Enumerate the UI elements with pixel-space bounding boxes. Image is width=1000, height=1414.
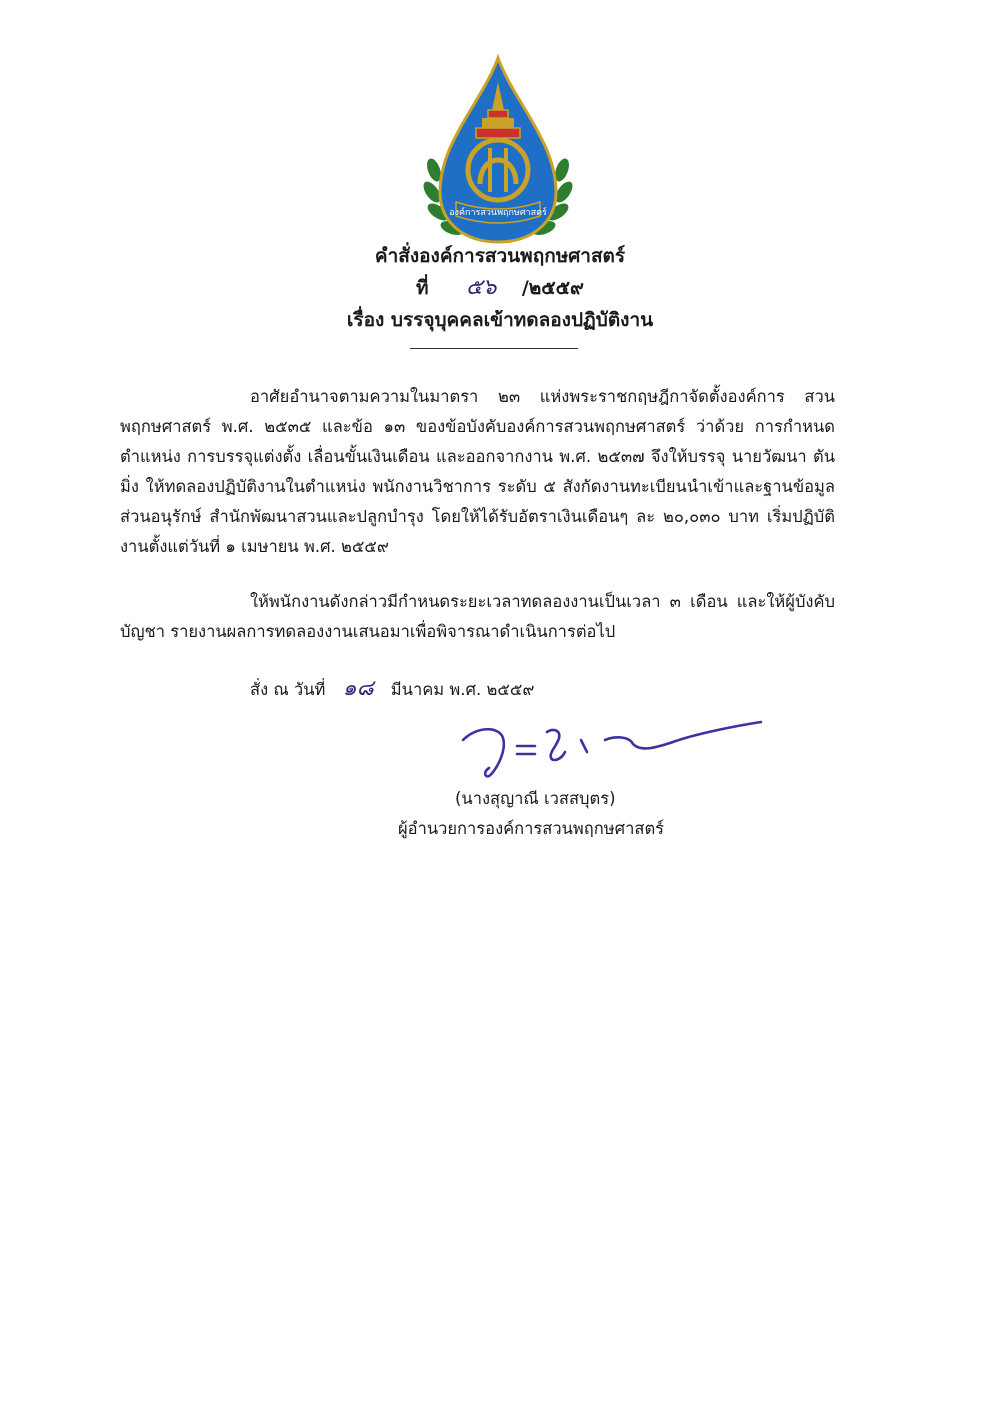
order-date-prefix: สั่ง ณ วันที่ (250, 680, 326, 699)
signer-title: ผู้อำนวยการองค์การสวนพฤกษศาสตร์ (398, 819, 665, 838)
order-date-day: ๑๘ (342, 676, 374, 701)
signature-mark (455, 712, 775, 782)
title-divider (410, 348, 578, 349)
order-number-handwritten: ๕๖ (465, 275, 497, 300)
document-title: คำสั่งองค์การสวนพฤกษศาสตร์ (374, 245, 626, 267)
emblem-ribbon-text: องค์การสวนพฤกษศาสตร์ (449, 208, 547, 218)
signer-name: (นางสุญาณี เวสสบุตร) (455, 789, 616, 808)
order-date-line (250, 674, 534, 705)
order-number-year: /๒๕๕๙ (521, 277, 584, 299)
paragraph-probation: ให้พนักงานดังกล่าวมีกำหนดระยะเวลาทดลองงานเป็นเวลา ๓ เดือน และให้ผู้บังคับบัญชา รายงานผลการทดลองงานเสนอมาเพื่อพิจารณาดำเนินการต่อไป (120, 592, 835, 641)
order-number-line (0, 272, 1000, 304)
paragraph-appointment: อาศัยอำนาจตามความในมาตรา ๒๓ แห่งพระราชกฤษฎีกาจัดตั้งองค์การ สวนพฤกษศาสตร์ พ.ศ. ๒๕๓๕ และข้อ ๑๓ ของข้อบังคับองค์การสวนพฤกษศาสตร์ ว่าด้วย การกำหนดตำแหน่ง การบรรจุแต่งตั้ง เลื่อนขั้นเงินเดือน และออกจากงาน พ.ศ. ๒๕๓๗ จึงให้บรรจุ นายวัฒนา ตันมิ่ง ให้ทดลองปฏิบัติงานในตำแหน่ง พนักงานวิชาการ ระดับ ๕ สังกัดงานทะเบียนนำเข้าและฐานข้อมูล ส่วนอนุรักษ์ สำนักพัฒนาสวนและปลูกบำรุง โดยให้ได้รับอัตราเงินเดือนๆ ละ ๒๐,๐๓๐ บาท เริ่มปฏิบัติงานตั้งแต่วันที่ ๑ เมษายน พ.ศ. ๒๕๕๙ (120, 387, 835, 556)
order-number-label: ที่ (416, 277, 429, 299)
document-subject: เรื่อง บรรจุบุคคลเข้าทดลองปฏิบัติงาน (346, 309, 654, 331)
emblem-icon (418, 52, 578, 252)
order-date-suffix: มีนาคม พ.ศ. ๒๕๕๙ (390, 680, 535, 699)
